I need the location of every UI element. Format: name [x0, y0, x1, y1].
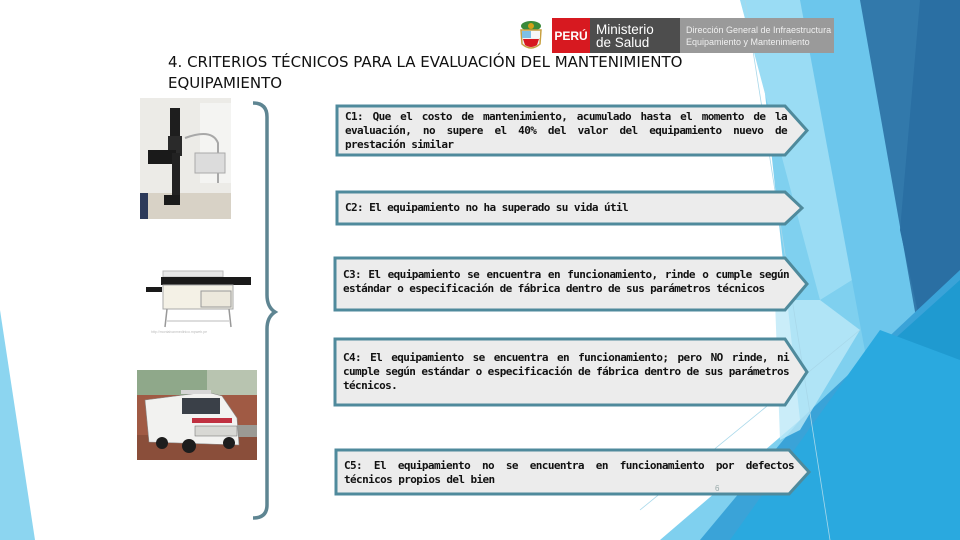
criterion-c4 — [333, 337, 810, 407]
criterion-c5-text: C5: El equipamiento no se encuentra en funcionamiento por defectos técnicos propios del bien — [344, 459, 794, 486]
logo-ministry-label — [590, 18, 680, 53]
ministry-line-1: Ministerio — [596, 21, 654, 37]
svg-text:http://montalvanmedinico.mpweb: http://montalvanmedinico.mpweb.pe — [151, 330, 208, 334]
criterion-c2-text: C2: El equipamiento no ha superado su vida útil — [345, 201, 629, 214]
slit-lamp-photo — [140, 98, 231, 219]
criterion-c3 — [333, 256, 810, 312]
page-number: 6 — [715, 484, 720, 493]
ministry-logo — [516, 18, 834, 53]
directorate-line-2: Equipamiento y Mantenimiento — [686, 36, 810, 47]
title-line-2: EQUIPAMIENTO — [168, 74, 283, 92]
exam-table-illustration — [143, 263, 253, 335]
curly-brace-connector — [240, 95, 290, 525]
criterion-c2 — [335, 190, 805, 226]
ambulance-photo — [137, 370, 257, 460]
peru-coat-of-arms-icon — [516, 18, 546, 53]
criterion-c5 — [334, 448, 812, 496]
title-line-1: 4. CRITERIOS TÉCNICOS PARA LA EVALUACIÓN DEL MANTENIMIENTO — [168, 53, 683, 71]
ministry-line-2: de Salud — [596, 34, 650, 50]
directorate-line-1: Dirección General de Infraestructura — [686, 24, 832, 35]
examination-table-photo — [143, 263, 253, 335]
criterion-c1 — [335, 104, 810, 157]
page-title — [168, 52, 748, 94]
criterion-c4-text: C4: El equipamiento se encuentra en funcionamiento; pero NO rinde, ni cumple según estándar o especificación de fábrica dentro de sus parámetros técnicos. — [343, 351, 789, 392]
criterion-c1-text: C1: Que el costo de mantenimiento, acumulado hasta el momento de la evaluación, no supere el 40% del valor del equipamiento nuevo de prestación similar — [345, 110, 787, 151]
ambulance-illustration — [137, 370, 257, 460]
slit-lamp-illustration — [140, 98, 231, 219]
logo-peru-label: PERÚ — [552, 18, 590, 53]
logo-directorate-label — [680, 18, 834, 53]
criterion-c3-text: C3: El equipamiento se encuentra en funcionamiento, rinde o cumple según estándar o especificación de fábrica dentro de sus parámetros técnicos — [343, 268, 789, 295]
